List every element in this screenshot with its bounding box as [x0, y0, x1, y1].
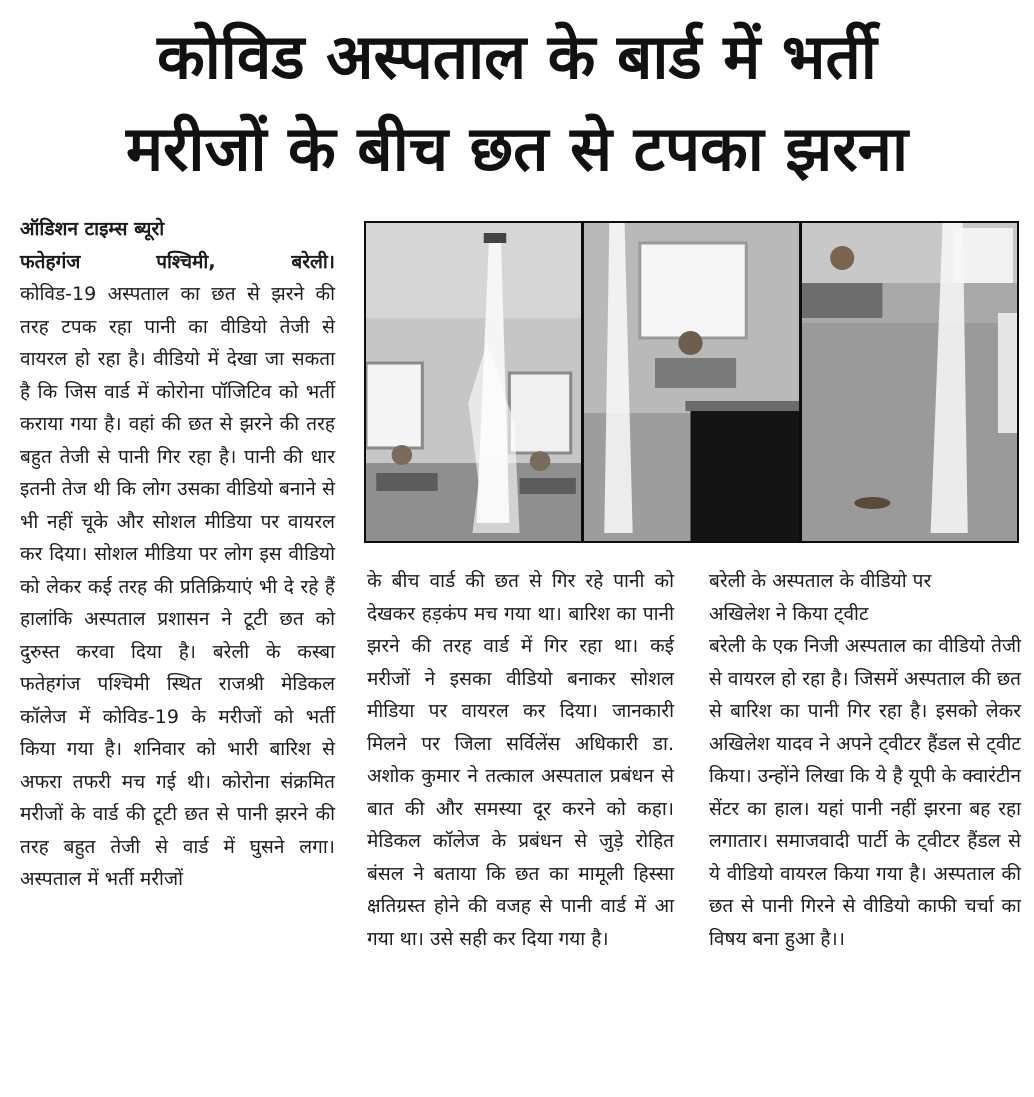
article-column-1 — [20, 213, 335, 896]
photo-panel-ward-floor — [802, 223, 1017, 541]
photo-panel-patient-bed — [584, 223, 799, 541]
news-photo-collage — [364, 221, 1019, 543]
headline-line-1: कोविड अस्पताल के बार्ड में भर्ती — [157, 20, 877, 93]
byline-agency: ऑडिशन टाइम्स ब्यूरो — [20, 218, 165, 240]
headline-line-2: मरीजों के बीच छत से टपका झरना — [125, 112, 909, 185]
article-column-3 — [709, 565, 1021, 955]
article-body-column-3: बरेली के एक निजी अस्पताल का वीडियो तेजी से वायरल हो रहा है। जिसमें अस्पताल की छत से बारिश का पानी गिर रहा है। इसको लेकर अखिलेश यादव ने अपने ट्वीटर हैंडल से ट्वीट किया। उन्होंने लिखा कि ये है यूपी के क्वारंटीन सेंटर का हाल। यहां पानी नहीं झरना बह रहा लगातार। समाजवादी पार्टी के ट्वीटर हैंडल से ये वीडियो वायरल किया गया है। अस्पताल की छत से पानी गिरने से वीडियो काफी चर्चा का विषय बना हुआ है।। — [709, 635, 1021, 950]
subhead-line-1: बरेली के अस्पताल के वीडियो पर — [709, 570, 932, 592]
article-column-2 — [367, 565, 674, 955]
byline-dateline: फतेहगंज पश्चिमी, बरेली। — [20, 250, 335, 273]
photo-panel-ward-waterfall — [366, 223, 581, 541]
article-body-column-2: के बीच वार्ड की छत से गिर रहे पानी को देखकर हड़कंप मच गया था। बारिश का पानी झरने की तरह वार्ड में गिर रहा था। कई मरीजों ने इसका वीडियो बनाकर सोशल मीडिया पर वायरल कर दिया। जानकारी मिलने पर जिला सर्विलेंस अधिकारी डा. अशोक कुमार ने तत्काल अस्पताल प्रबंधन से बात की और समस्या दूर करने को कहा। मेडिकल कॉलेज के प्रबंधन से जुड़े रोहित बंसल ने बताया कि छत का मामूली हिस्सा क्षतिग्रस्त होने की वजह से पानी वार्ड में आ गया था। उसे सही कर दिया गया है। — [367, 570, 674, 950]
article-body-column-1: कोविड-19 अस्पताल का छत से झरने की तरह टपक रहा पानी का वीडियो तेजी से वायरल हो रहा है। वीडियो में देखा जा सकता है कि जिस वार्ड में कोरोना पॉजिटिव को भर्ती कराया गया है। वहां की छत से झरने की तरह बहुत तेजी से पानी गिर रहा है। पानी की धार इतनी तेज थी कि लोग उसका वीडियो बनाने से भी नहीं चूके और सोशल मीडिया पर वायरल कर दिया। सोशल मीडिया पर लोग इस वीडियो को लेकर कई तरह की प्रतिक्रियाएं भी दे रहे हैं हालांकि अस्पताल प्रशासन ने टूटी छत को दुरुस्त करवा दिया है। बरेली के कस्बा फतेहगंज पश्चिमी स्थित राजश्री मेडिकल कॉलेज में कोविड-19 के मरीजों को भर्ती किया गया है। शनिवार को भारी बारिश से अफरा तफरी मच गई थी। कोरोना संक्रमित मरीजों के वार्ड की टूटी छत से पानी झरने की तरह बहुत तेजी से वार्ड में घुसने लगा। अस्पताल में भर्ती मरीजों — [20, 283, 335, 890]
subhead-line-2: अखिलेश ने किया ट्वीट — [709, 602, 869, 625]
